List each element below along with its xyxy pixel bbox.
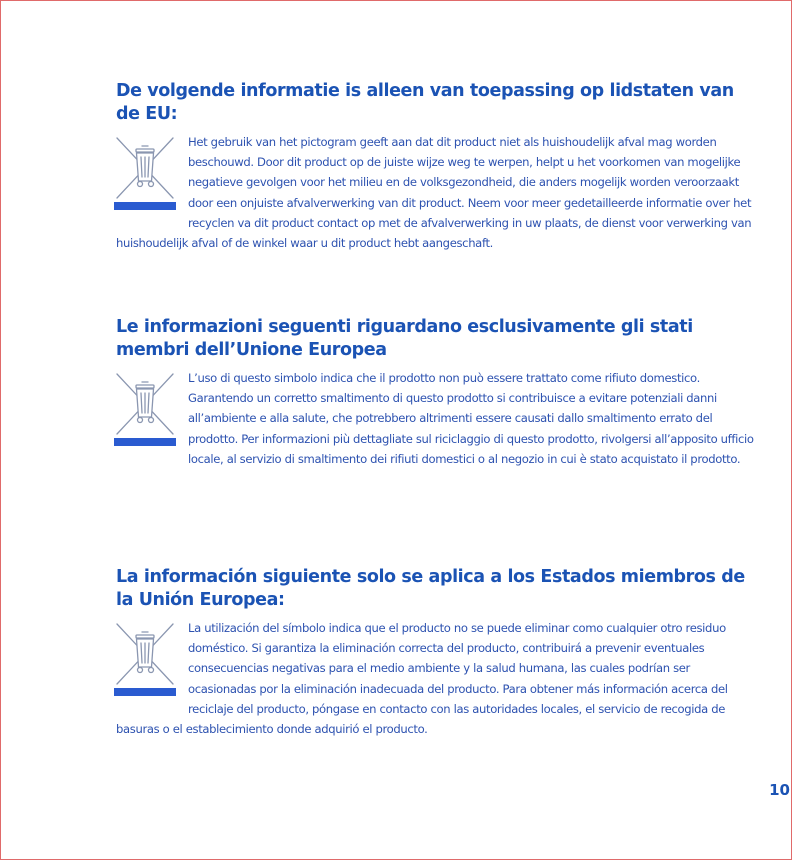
crossed-out-bin-icon xyxy=(114,371,176,437)
page-number: 10 xyxy=(769,781,790,799)
section-heading: De volgende informatie is alleen van toepassing op lidstaten van de EU: xyxy=(116,81,734,124)
crossed-out-bin-icon xyxy=(114,621,176,687)
section-dutch xyxy=(116,80,756,253)
section-body xyxy=(116,368,756,469)
crossed-out-bin-icon xyxy=(114,135,176,201)
section-body xyxy=(116,618,756,739)
section-heading: Le informazioni seguenti riguardano esclusivamente gli stati membri dell’Unione Europea xyxy=(116,317,693,360)
section-body xyxy=(116,132,756,253)
symbol-bar xyxy=(114,688,176,696)
symbol-bar xyxy=(114,202,176,210)
section-spanish xyxy=(116,566,756,739)
section-italian xyxy=(116,316,756,469)
section-heading: La información siguiente solo se aplica a los Estados miembros de la Unión Europea: xyxy=(116,567,745,610)
section-text: La utilización del símbolo indica que el producto no se puede eliminar como cualquier otro residuo doméstico. Si garantiza la eliminación correcta del producto, contribuirá a prevenir eventuales consecuencias negativas para el medio ambiente y la salud humana, las cuales podrían ser ocasionadas por la eliminación inadecuada del producto. Para obtener más información acerca del reciclaje del producto, póngase en contacto con las autoridades locales, el servicio de recogida de basuras o el establecimiento donde adquirió el producto. xyxy=(116,621,728,737)
symbol-bar xyxy=(114,438,176,446)
section-text: L’uso di questo simbolo indica che il prodotto non può essere trattato come rifiuto domestico. Garantendo un corretto smaltimento di questo prodotto si contribuisce a evitare potenziali danni all’ambiente e alla salute, che potrebbero altrimenti essere causati dallo smaltimento errato del prodotto. Per informazioni più dettagliate sul riciclaggio di questo prodotto, rivolgersi all’apposito ufficio locale, al servizio di smaltimento dei rifiuti domestici o al negozio in cui è stato acquistato il prodotto. xyxy=(188,371,754,466)
weee-bin-icon xyxy=(114,371,176,449)
section-text: Het gebruik van het pictogram geeft aan dat dit product niet als huishoudelijk afval mag worden beschouwd. Door dit product op de juiste wijze weg te werpen, helpt u het voorkomen van mogelijke negatieve gevolgen voor het milieu en de volksgezondheid, die anders mogelijk worden veroorzaakt door een onjuiste afvalverwerking van dit product. Neem voor meer gedetailleerde informatie over het recyclen va dit product contact op met de afvalverwerking in uw plaats, de dienst voor verwerking van huishoudelijk afval of de winkel waar u dit product hebt aangeschaft. xyxy=(116,135,752,251)
weee-bin-icon xyxy=(114,621,176,699)
weee-bin-icon xyxy=(114,135,176,213)
